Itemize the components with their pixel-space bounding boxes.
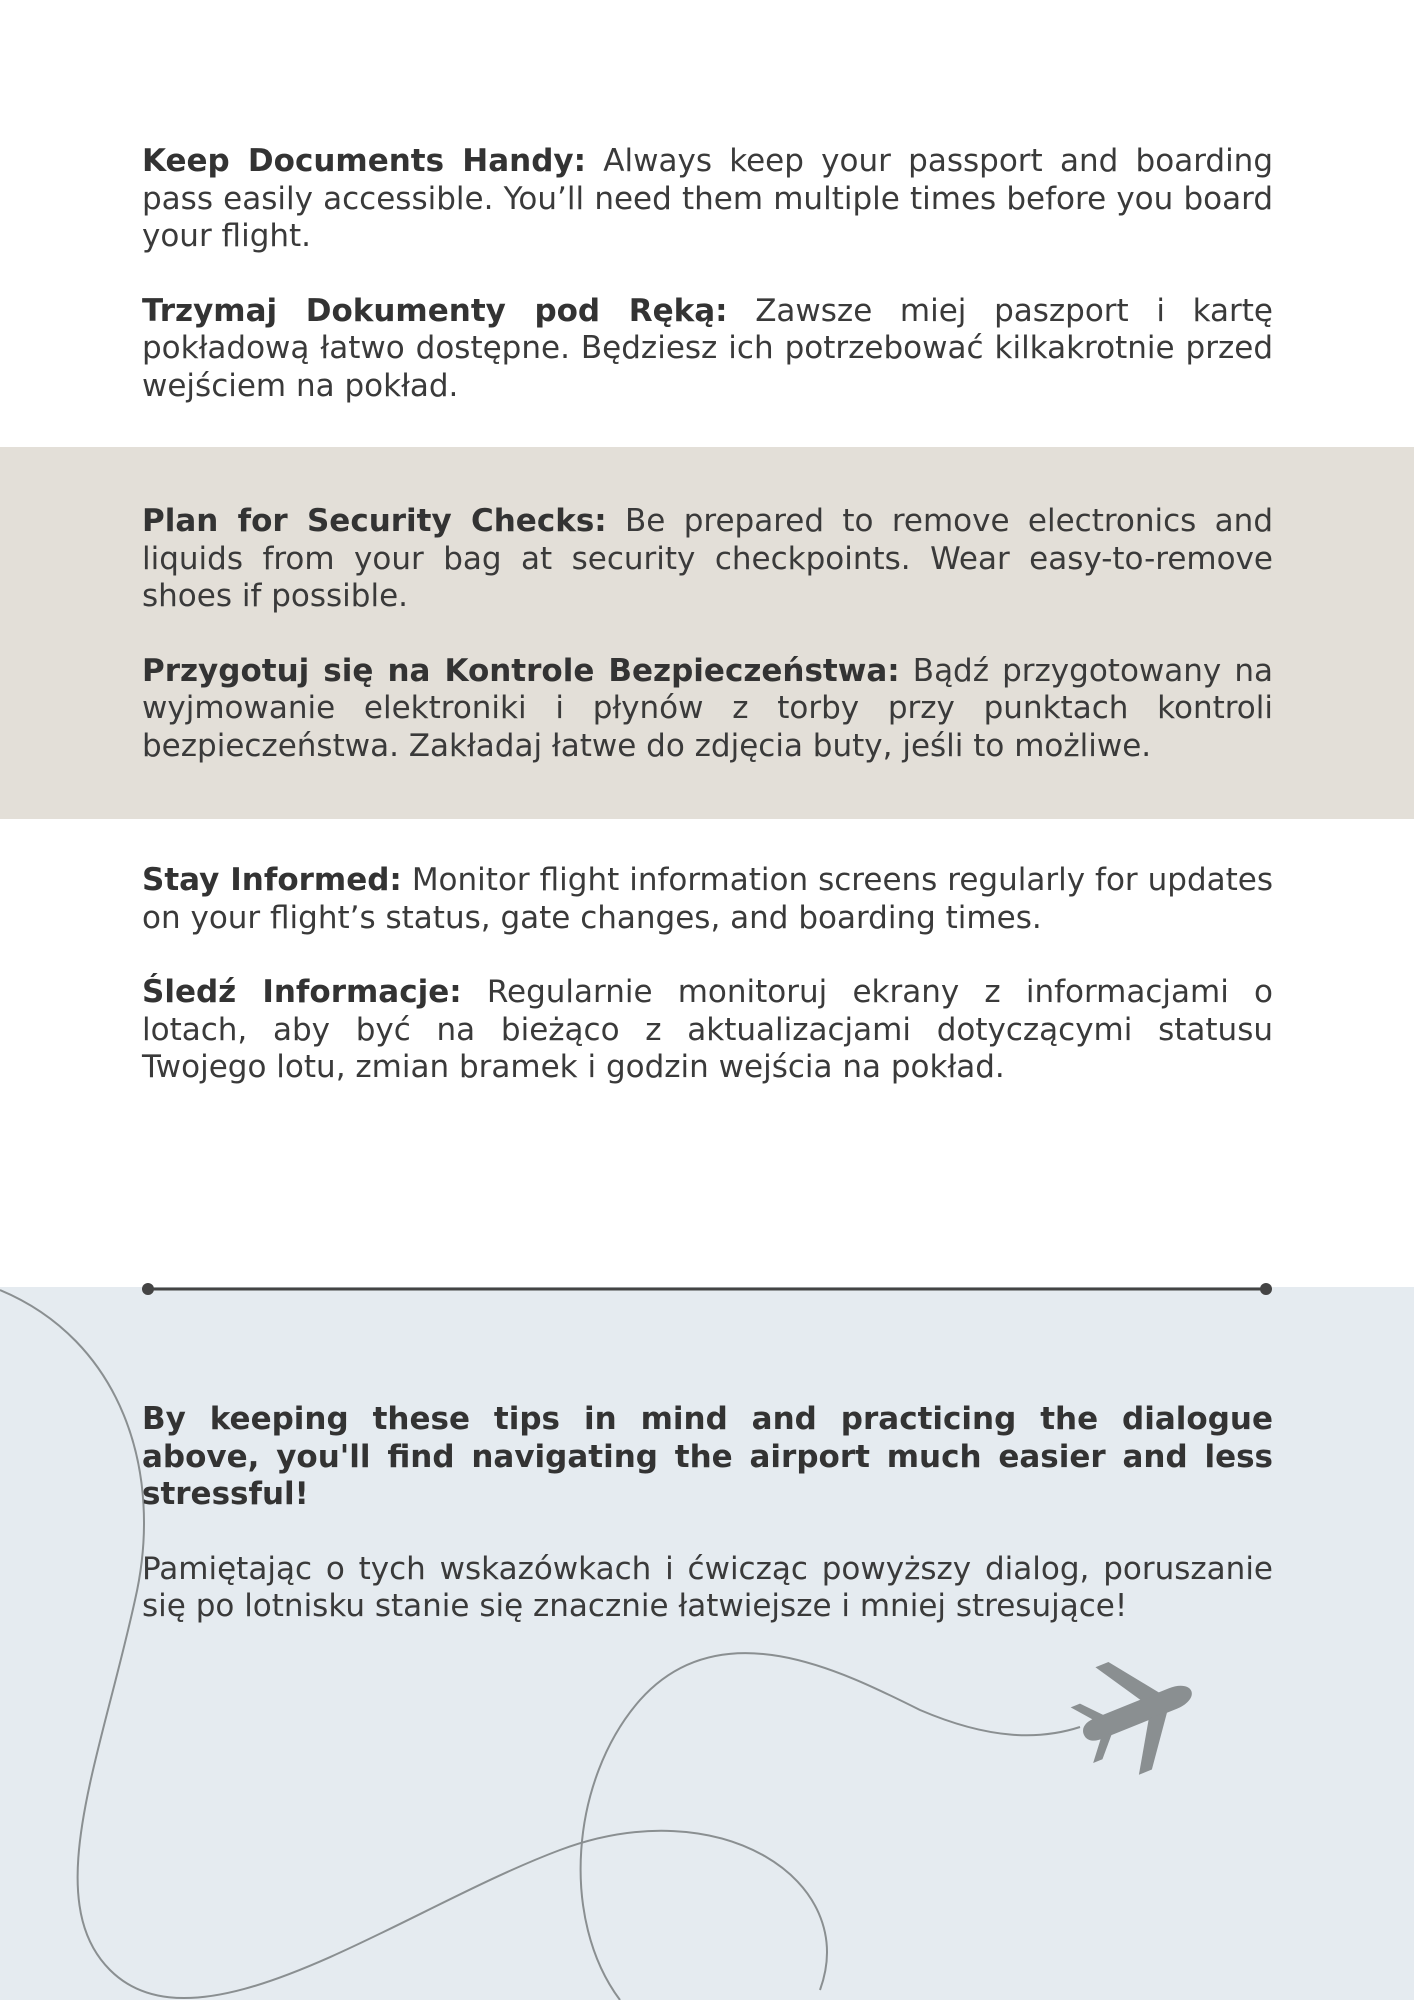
tip-documents	[142, 143, 1273, 405]
tip-pl-body: Zawsze miej paszport i kartę pokładową łatwo dostępne. Będziesz ich potrzebować kilkakrotnie przed wejściem na pokład.	[142, 292, 1273, 404]
tip-pl-title: Przygotuj się na Kontrole Bezpieczeństwa:	[142, 652, 900, 689]
airplane-icon	[1060, 1637, 1213, 1789]
closing-pl: Pamiętając o tych wskazówkach i ćwicząc powyższy dialog, poruszanie się po lotnisku stanie się znacznie łatwiejsze i mniej stresujące!	[142, 1550, 1273, 1624]
closing-message	[142, 1401, 1273, 1626]
tip-pl-title: Trzymaj Dokumenty pod Ręką:	[142, 292, 728, 329]
closing-en	[142, 1401, 1273, 1514]
tip-pl	[142, 974, 1273, 1087]
divider-dot-right	[1260, 1283, 1272, 1295]
tip-en-title: Keep Documents Handy:	[142, 143, 587, 179]
tip-en	[142, 143, 1273, 256]
tip-en-body: Always keep your passport and boarding pass easily accessible. You’ll need them multiple times before you board your flight.	[142, 143, 1274, 254]
tip-en-body: Be prepared to remove electronics and liquids from your bag at security checkpoints. Wear easy-to-remove shoes if possible.	[142, 503, 1273, 614]
tip-pl-body: Regularnie monitoruj ekrany z informacjami o lotach, aby być na bieżąco z aktualizacjami dotyczącymi statusu Twojego lotu, zmian bramek i godzin wejścia na pokład.	[142, 974, 1273, 1085]
tip-pl-title: Śledź Informacje:	[142, 974, 462, 1010]
tip-en	[142, 862, 1273, 937]
tip-pl	[142, 293, 1273, 406]
section-divider	[142, 1283, 1272, 1295]
tip-security	[142, 503, 1273, 765]
tip-pl	[142, 653, 1273, 766]
flight-path-line	[0, 1290, 1080, 2000]
closing-en-text: By keeping these tips in mind and practicing the dialogue above, you'll find navigating the airport much easier and less stressful!	[142, 1401, 1273, 1512]
tip-en-body: Monitor flight information screens regularly for updates on your flight’s status, gate changes, and boarding times.	[142, 862, 1274, 936]
tip-en	[142, 503, 1273, 616]
tip-pl-body: Bądź przygotowany na wyjmowanie elektroniki i płynów z torby przy punktach kontroli bezpieczeństwa. Zakładaj łatwe do zdjęcia buty, jeśli to możliwe.	[142, 652, 1274, 764]
divider-dot-left	[142, 1283, 154, 1295]
tip-stay-informed	[142, 862, 1273, 1087]
tip-en-title: Plan for Security Checks:	[142, 503, 607, 539]
tip-en-title: Stay Informed:	[142, 862, 402, 898]
